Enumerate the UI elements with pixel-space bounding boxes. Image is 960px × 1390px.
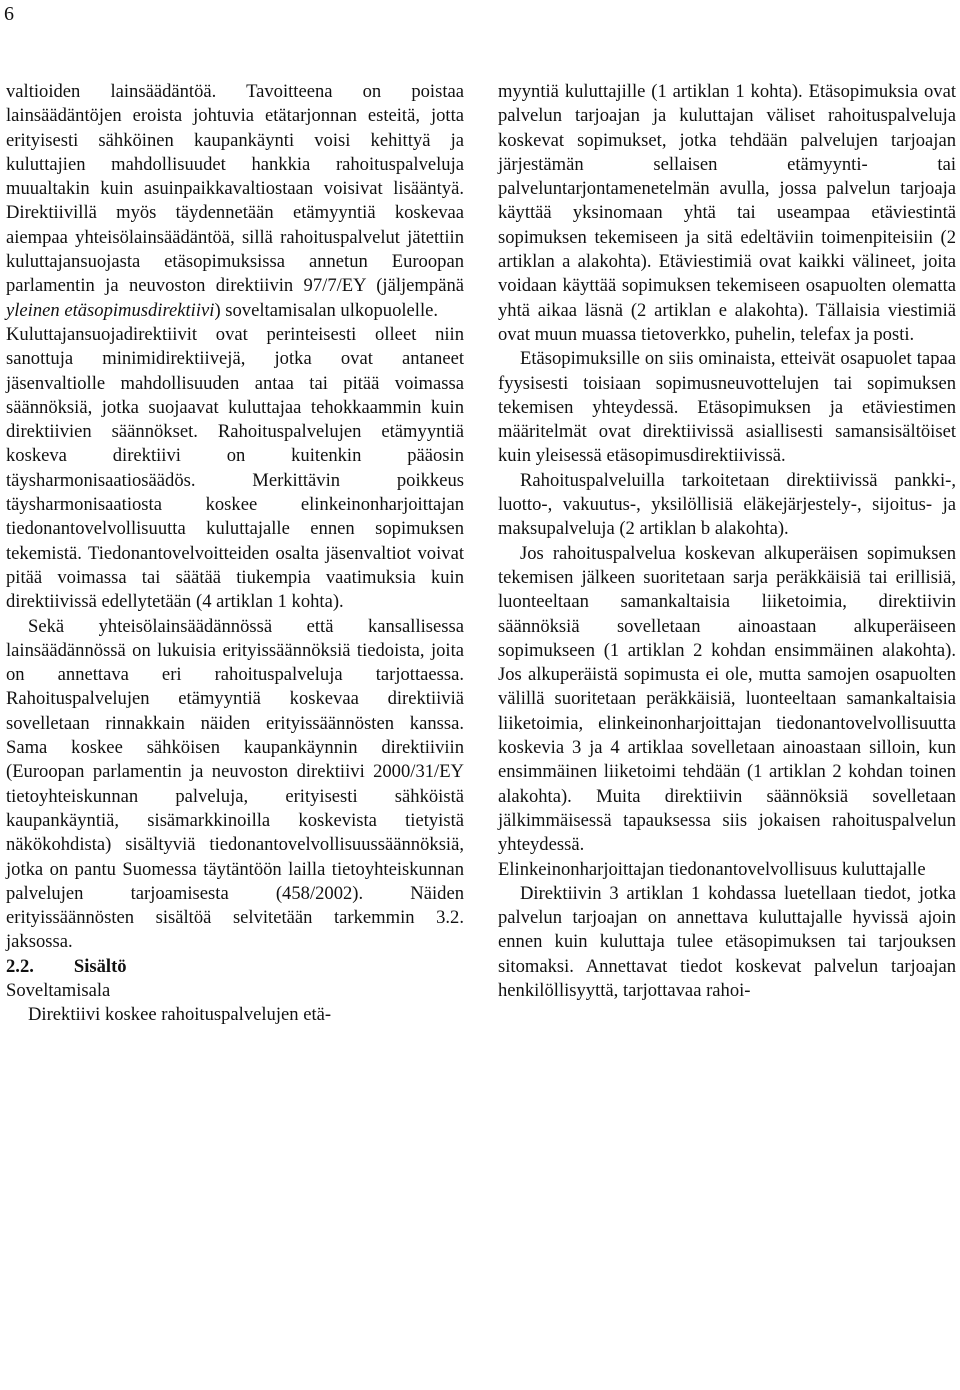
left-paragraph-1-end: ) soveltamisalan ulkopuolelle. bbox=[214, 299, 439, 321]
section-number: 2.2. bbox=[6, 955, 34, 977]
right-paragraph-4: Jos rahoituspalvelua koskevan alkuperäisen sopimuksen tekemisen jälkeen suoritetaan sarja peräkkäisiä tai erillisiä, luonteeltaan samankaltaisia liiketoimia, direktiivin säännöksiä sovelletaan ainoastaan alkuperäiseen sopimukseen (1 artiklan 2 kohdan ensimmäinen alakohta). Jos alkuperäistä sopimusta ei ole, mutta samojen osapuolten välillä suoritetaan peräkkäisiä, luonteeltaan samankaltaisia liiketoimia, elinkeinonharjoittajan tiedonantovelvollisuutta koskevia 3 ja 4 artiklaa sovelletaan ainoastaan silloin, kun ensimmäinen liiketoimi tehdään (1 artiklan 2 kohdan toinen alakohta). Muita direktiivin säännöksiä sovelletaan jälkimmäisessä tapauksessa siis jokaisen rahoituspalvelun yhteydessä. bbox=[498, 542, 956, 856]
left-paragraph-1 bbox=[6, 80, 464, 323]
left-paragraph-4: Direktiivi koskee rahoituspalvelujen etä- bbox=[28, 1004, 332, 1026]
left-paragraph-1-italic: yleinen etäsopimusdirektiivi bbox=[6, 299, 215, 321]
right-paragraph-5: Direktiivin 3 artiklan 1 kohdassa luetellaan tiedot, jotka palvelun tarjoajan on annettava kuluttajalle hyvissä ajoin ennen kuin kuluttaja tulee etäsopimuksen tai tarjouksen sitomaksi. Annettavat tiedot koskevat palvelun tarjoajan henkilöllisyyttä, tarjottavaa rahoi- bbox=[498, 882, 956, 1001]
left-paragraph-3: Sekä yhteisölainsäädännössä että kansallisessa lainsäädännössä on lukuisia erityissäännöksiä tiedoista, joita on annettava eri rahoituspalveluja tarjottaessa. Rahoituspalvelujen etämyyntiä koskevaa direktiiviä sovelletaan rinnakkain näiden erityissäännösten kanssa. Sama koskee sähköisen kaupankäynnin direktiiviin (Euroopan parlamentin ja neuvoston direktiivi 2000/31/EY tietoyhteiskunnan palveluja, erityisesti sähköistä kaupankäyntiä, sisämarkkinoilla koskevista tietyistä näkökohdista) sisältyviä tiedonantovelvollisuussäännöksiä, jotka on pantu Suomessa täytäntöön lailla tietoyhteiskunnan palvelujen tarjoamisesta (458/2002). Näiden erityissäännösten sisältöä selvitetään tarkemmin 3.2. jaksossa. bbox=[6, 615, 464, 953]
right-column bbox=[498, 80, 956, 1003]
left-column bbox=[6, 80, 464, 1028]
section-title: Sisältö bbox=[73, 955, 127, 977]
right-subsection-title: Elinkeinonharjoittajan tiedonantovelvollisuus kuluttajalle bbox=[498, 858, 926, 880]
subsection-title: Soveltamisala bbox=[6, 979, 111, 1001]
left-paragraph-2: Kuluttajansuojadirektiivit ovat perinteisesti olleet niin sanottuja minimidirektiivejä, jotka ovat antaneet jäsenvaltiolle mahdollisuuden antaa tai pitää voimassa säännöksiä, jotka suojaavat kuluttajaa tehokkaammin kuin direktiivien säännökset. Rahoituspalvelujen etämyyntiä koskeva direktiivi on kuitenkin pääosin täysharmonisaatiosäädös. Merkittävin poikkeus täysharmonisaatiosta koskee elinkeinonharjoittajan tiedonantovelvollisuutta kuluttajalle ennen sopimuksen tekemistä. Tiedonantovelvoitteiden osalta jäsenvaltiot voivat pitää voimassa tai säätää tiukempia vaatimuksia kuin direktiivissä edellytetään (4 artiklan 1 kohta). bbox=[6, 323, 464, 613]
right-paragraph-2: Etäsopimuksille on siis ominaista, etteivät osapuolet tapaa fyysisesti toisiaan sopimusneuvottelujen tai sopimuksen tekemisen yhteydessä. Etäsopimuksen ja etäviestimen määritelmät ovat direktiivissä asiallisesti samansisältöiset kuin yleisessä etäsopimusdirektiivissä. bbox=[498, 348, 956, 467]
left-paragraph-1-text: valtioiden lainsäädäntöä. Tavoitteena on poistaa lainsäädäntöjen eroista johtuvia etätarjonnan esteitä, jotta erityisesti sähköinen kaupankäynti voisi kehittyä ja kuluttajien mahdollisuudet hankkia rahoituspalveluja muualtakin kuin asuinpaikkavaltiostaan voisivat lisääntyä. Direktiivillä myös täydennetään etämyyntiä koskevaa aiempaa yhteisölainsäädäntöä, sillä rahoituspalvelut jätettiin kuluttajansuojasta etäsopimuksissa annetun Euroopan parlamentin ja neuvoston direktiivin 97/7/EY (jäljempänä bbox=[6, 81, 464, 297]
page-number: 6 bbox=[4, 3, 14, 25]
right-paragraph-3: Rahoituspalveluilla tarkoitetaan direktiivissä pankki-, luotto-, vakuutus-, yksilöllisiä eläkejärjestely-, sijoitus- ja maksupalveluja (2 artiklan b alakohta). bbox=[498, 469, 956, 540]
section-heading bbox=[6, 955, 464, 979]
right-paragraph-1: myyntiä kuluttajille (1 artiklan 1 kohta). Etäsopimuksia ovat palvelun tarjoajan ja kuluttajan väliset rahoituspalveluja koskevat sopimukset, jotka tehdään palvelujen tarjoajan järjestämän sellaisen etämyynti- tai palveluntarjontamenetelmän avulla, jossa palvelun tarjoaja käyttää yksinomaan yhtä tai useampaa etäviestintä sopimuksen tekemiseen ja sitä edeltäviin toimenpiteisiin (2 artiklan a alakohta). Etäviestimiä ovat kaikki välineet, joita voidaan käyttää sopimuksen tekemiseen osapuolten olematta yhtä aikaa läsnä (2 artiklan e alakohta). Tällaisia viestimiä ovat muun muassa tietoverkko, puhelin, telefax ja posti. bbox=[498, 81, 956, 345]
